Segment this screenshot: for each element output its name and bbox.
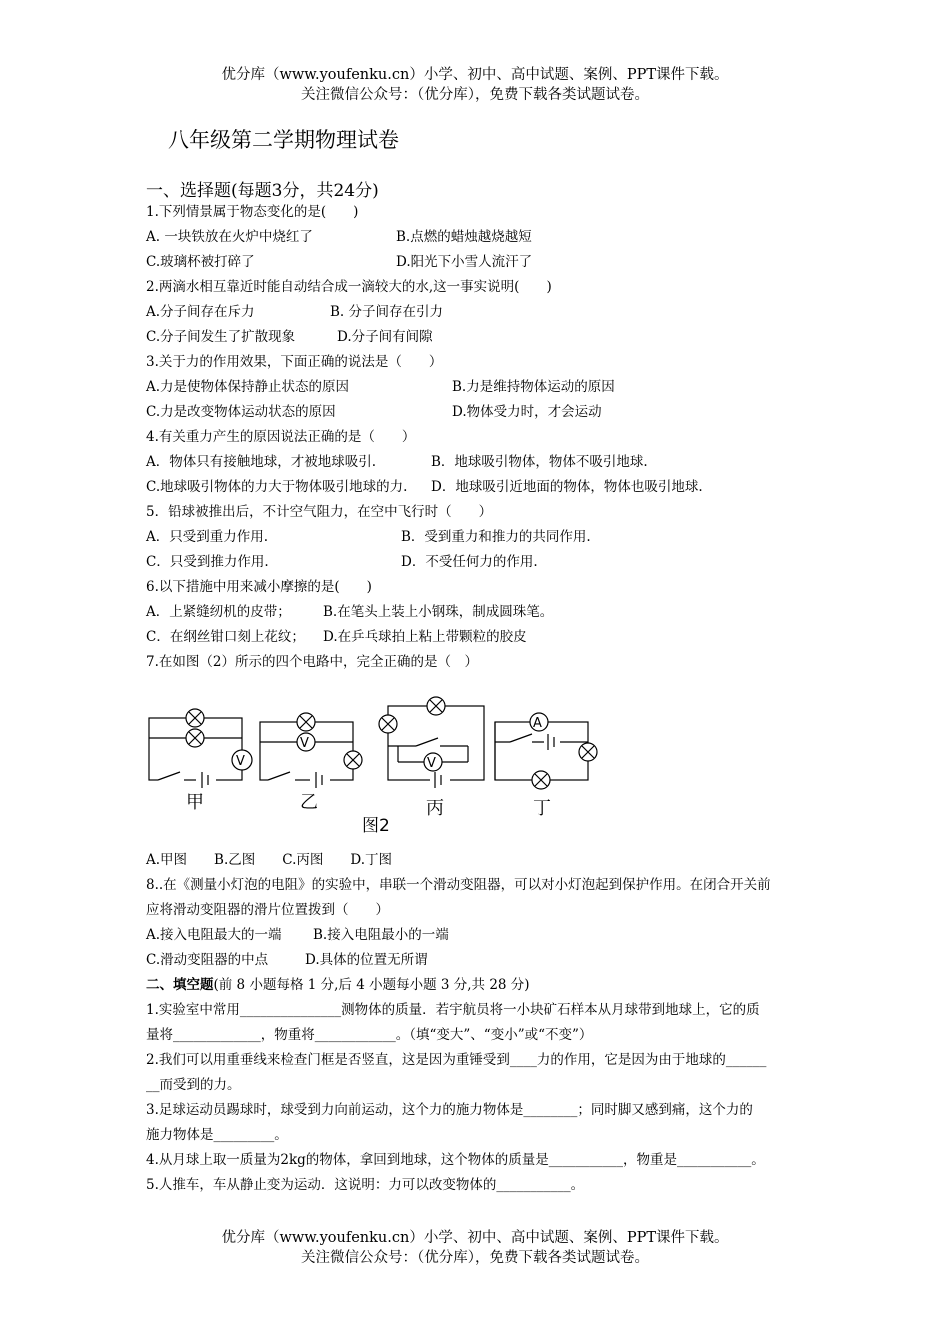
q4-option-a: A．物体只有接触地球，才被地球吸引. bbox=[146, 454, 377, 470]
q2-stem: 2.两滴水相互靠近时能自动结合成一滴较大的水,这一事实说明( ) bbox=[146, 279, 552, 295]
label-yi: 乙 bbox=[300, 792, 318, 813]
q2-option-c: C.分子间发生了扩散现象 bbox=[146, 329, 296, 345]
footer-line-1: 优分库（www.youfenku.cn）小学、初中、高中试题、案例、PPT课件下载。 bbox=[221, 1230, 729, 1246]
q6-option-a: A．上紧缝纫机的皮带； bbox=[146, 604, 291, 620]
q5-stem: 5．铅球被推出后，不计空气阻力，在空中飞行时（ ） bbox=[146, 504, 493, 520]
label-bing: 丙 bbox=[426, 798, 444, 819]
q1-option-a: A. 一块铁放在火炉中烧红了 bbox=[146, 229, 313, 245]
q8-option-a: A.接入电阻最大的一端 bbox=[146, 927, 282, 943]
figure-caption: 图2 bbox=[362, 816, 390, 836]
q2-option-a: A.分子间存在斥力 bbox=[146, 304, 255, 320]
f2-line-2: __而受到的力。 bbox=[146, 1077, 241, 1093]
q4-option-c: C.地球吸引物体的力大于物体吸引地球的力. bbox=[146, 479, 408, 495]
f1-line-1: 1.实验室中常用_______________测物体的质量．若宇航员将一小块矿石样本从月球带到地球上，它的质 bbox=[146, 1002, 760, 1018]
label-jia: 甲 bbox=[186, 792, 204, 813]
q7-stem: 7.在如图（2）所示的四个电路中，完全正确的是（ ） bbox=[146, 654, 478, 670]
circuit-yi bbox=[260, 713, 362, 788]
q3-option-d: D.物体受力时，才会运动 bbox=[452, 404, 602, 420]
circuit-bing bbox=[379, 697, 484, 788]
q6-stem: 6.以下措施中用来减小摩擦的是( ) bbox=[146, 579, 372, 595]
q3-option-c: C.力是改变物体运动状态的原因 bbox=[146, 404, 336, 420]
q8-stem-2: 应将滑动变阻器的滑片位置拨到（ ） bbox=[146, 902, 389, 918]
q8-option-c: C.滑动变阻器的中点 bbox=[146, 952, 269, 968]
q8-stem-1: 8..在《测量小灯泡的电阻》的实验中，串联一个滑动变阻器，可以对小灯泡起到保护作用。在闭合开关前 bbox=[146, 877, 771, 893]
circuit-jia bbox=[149, 709, 252, 788]
section-2-title: 二、填空题 bbox=[146, 977, 214, 993]
f3-line-2: 施力物体是_________。 bbox=[146, 1127, 288, 1143]
page-title: 八年级第二学期物理试卷 bbox=[168, 128, 399, 152]
q4-stem: 4.有关重力产生的原因说法正确的是（ ） bbox=[146, 429, 416, 445]
voltmeter-bing: V bbox=[427, 756, 436, 771]
q3-option-a: A.力是使物体保持静止状态的原因 bbox=[146, 379, 350, 395]
q7-options: A.甲图 B.乙图 C.丙图 D.丁图 bbox=[146, 852, 393, 868]
ammeter-ding: A bbox=[533, 716, 542, 731]
q6-option-c: C．在纲丝钳口刻上花纹； bbox=[146, 629, 305, 645]
q5-option-b: B．受到重力和推力的共同作用. bbox=[401, 529, 591, 545]
q1-option-c: C.玻璃杯被打碎了 bbox=[146, 254, 255, 270]
footer-line-2: 关注微信公众号：（优分库），免费下载各类试题试卷。 bbox=[301, 1250, 649, 1266]
q8-option-d: D.具体的位置无所谓 bbox=[305, 952, 428, 968]
circuit-figure bbox=[140, 690, 610, 840]
section-2-note: (前 8 小题每格 1 分,后 4 小题每小题 3 分,共 28 分) bbox=[213, 977, 530, 993]
circuit-ding bbox=[495, 713, 597, 789]
q5-option-d: D．不受任何力的作用. bbox=[401, 554, 538, 570]
q2-option-d: D.分子间有间隙 bbox=[337, 329, 433, 345]
f1-line-2: 量将_____________，物重将____________。（填“变大”、“变小”或“不变”） bbox=[146, 1027, 593, 1043]
f2-line-1: 2.我们可以用重垂线来检查门框是否竖直，这是因为重锤受到____力的作用，它是因为由于地球的______ bbox=[146, 1052, 767, 1068]
label-ding: 丁 bbox=[533, 798, 551, 819]
voltmeter-yi: V bbox=[300, 736, 309, 751]
q1-option-b: B.点燃的蜡烛越烧越短 bbox=[396, 229, 532, 245]
q6-option-b: B.在笔头上装上小钢珠，制成圆珠笔。 bbox=[323, 604, 554, 620]
q8-option-b: B.接入电阻最小的一端 bbox=[313, 927, 449, 943]
f3-line-1: 3.足球运动员踢球时，球受到力向前运动，这个力的施力物体是________；同时脚又感到痛，这个力的 bbox=[146, 1102, 753, 1118]
header-line-1: 优分库（www.youfenku.cn）小学、初中、高中试题、案例、PPT课件下载。 bbox=[221, 67, 729, 83]
f5-line-1: 5.人推车，车从静止变为运动．这说明：力可以改变物体的___________。 bbox=[146, 1177, 585, 1193]
q4-option-b: B．地球吸引物体，物体不吸引地球. bbox=[431, 454, 648, 470]
q4-option-d: D．地球吸引近地面的物体，物体也吸引地球. bbox=[431, 479, 703, 495]
q5-option-c: C．只受到推力作用. bbox=[146, 554, 269, 570]
voltmeter-jia: V bbox=[236, 754, 245, 769]
q3-stem: 3.关于力的作用效果，下面正确的说法是（ ） bbox=[146, 354, 443, 370]
section-1-heading: 一、选择题(每题3分，共24分) bbox=[146, 181, 379, 201]
q1-option-d: D.阳光下小雪人流汗了 bbox=[396, 254, 533, 270]
header-line-2: 关注微信公众号：（优分库），免费下载各类试题试卷。 bbox=[301, 87, 649, 103]
q5-option-a: A．只受到重力作用. bbox=[146, 529, 269, 545]
q2-option-b: B. 分子间存在引力 bbox=[330, 304, 444, 320]
q6-option-d: D.在乒乓球拍上粘上带颗粒的胶皮 bbox=[323, 629, 527, 645]
q1-stem: 1.下列情景属于物态变化的是( ) bbox=[146, 204, 359, 220]
q3-option-b: B.力是维持物体运动的原因 bbox=[452, 379, 615, 395]
f4-line-1: 4.从月球上取一质量为2kg的物体，拿回到地球，这个物体的质量是___________，物重是___________。 bbox=[146, 1152, 765, 1168]
section-2-heading bbox=[146, 976, 530, 994]
